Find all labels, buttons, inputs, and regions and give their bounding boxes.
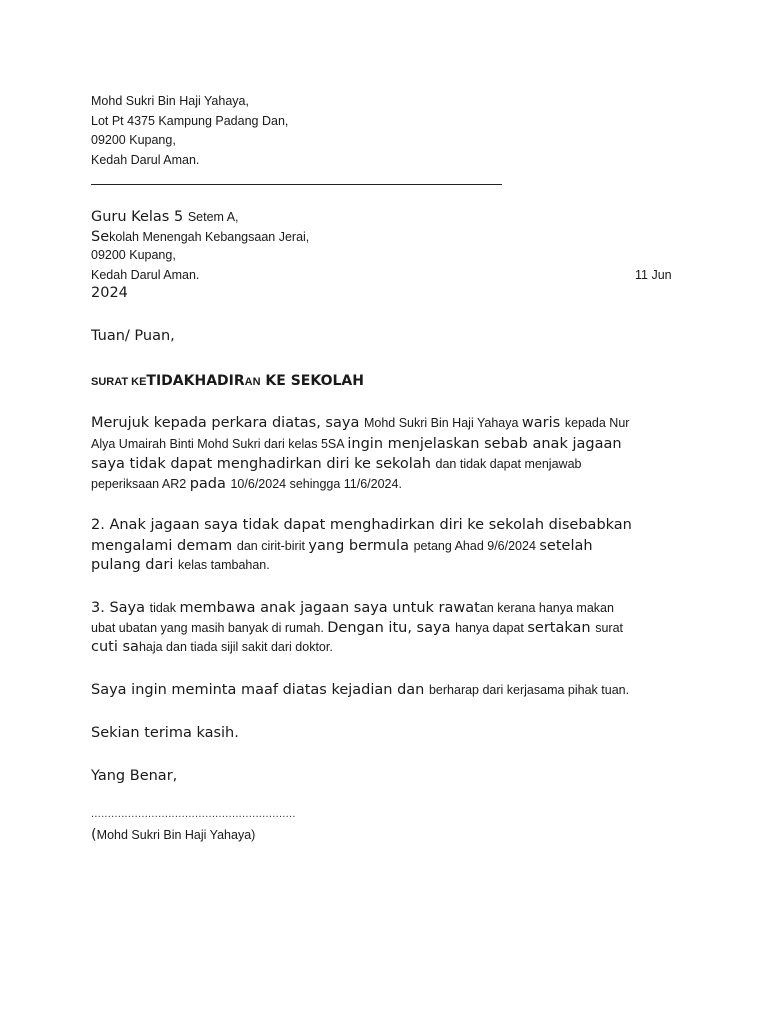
- para1-line2: Alya Umairah Binti Mohd Sukri dari kelas 5SA ingin menjelaskan sebab anak jagaan: [91, 436, 622, 452]
- para2-line3: pulang dari kelas tambahan.: [91, 557, 270, 573]
- para4-line: Saya ingin meminta maaf diatas kejadian dan berharap dari kerjasama pihak tuan.: [91, 682, 630, 698]
- recipient-postcode-city: 09200 Kupang,: [91, 248, 176, 262]
- letter-subject: SURAT KETIDAKHADIRAN KE SEKOLAH: [91, 373, 364, 389]
- closing-thanks: Sekian terima kasih.: [91, 725, 239, 741]
- separator-line: [91, 184, 502, 185]
- para3-line2: ubat ubatan yang masih banyak di rumah. Dengan itu, saya hanya dapat sertakan surat: [91, 620, 624, 636]
- para2-line1: 2. Anak jagaan saya tidak dapat menghadirkan diri ke sekolah disebabkan: [91, 517, 632, 533]
- sender-name: Mohd Sukri Bin Haji Yahaya,: [91, 94, 249, 108]
- para1-line3: saya tidak dapat menghadirkan diri ke sekolah dan tidak dapat menjawab: [91, 456, 582, 472]
- letter-date-day-month: 11 Jun: [635, 268, 672, 282]
- sender-postcode-city: 09200 Kupang,: [91, 133, 176, 147]
- para2-line2: mengalami demam dan cirit-birit yang bermula petang Ahad 9/6/2024 setelah: [91, 538, 593, 554]
- signature-line: .............................................................: [91, 808, 296, 820]
- para3-line1: 3. Saya tidak membawa anak jagaan saya untuk rawatan kerana hanya makan: [91, 600, 614, 616]
- salutation: Tuan/ Puan,: [91, 328, 175, 344]
- recipient-state: Kedah Darul Aman.: [91, 268, 200, 282]
- para1-line1: Merujuk kepada perkara diatas, saya Mohd Sukri Bin Haji Yahaya waris kepada Nur: [91, 415, 630, 431]
- recipient-line1: Guru Kelas 5 Setem A,: [91, 209, 239, 225]
- recipient-school: Sekolah Menengah Kebangsaan Jerai,: [91, 229, 310, 245]
- letter-date-year: 2024: [91, 285, 128, 301]
- closing-sign-off: Yang Benar,: [91, 768, 178, 784]
- signature-name: (Mohd Sukri Bin Haji Yahaya): [91, 827, 256, 843]
- sender-state: Kedah Darul Aman.: [91, 153, 200, 167]
- sender-address: Lot Pt 4375 Kampung Padang Dan,: [91, 114, 289, 128]
- para1-line4: peperiksaan AR2 pada 10/6/2024 sehingga 11/6/2024.: [91, 476, 402, 492]
- para3-line3: cuti sahaja dan tiada sijil sakit dari doktor.: [91, 639, 333, 655]
